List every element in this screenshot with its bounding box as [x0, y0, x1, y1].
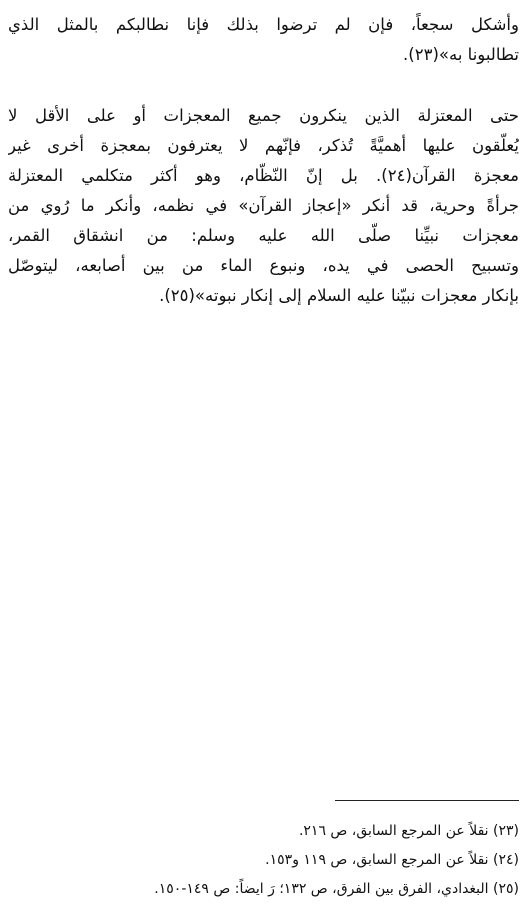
footnote-24: (٢٤) نقلاً عن المرجع السابق، ص ١١٩ و١٥٣.	[265, 852, 519, 868]
paragraph-1	[8, 10, 519, 70]
paragraph-2	[8, 101, 519, 311]
footnote-separator	[335, 800, 519, 801]
footnote-23: (٢٣) نقلاً عن المرجع السابق، ص ٢١٦.	[298, 823, 519, 839]
text-line: معجزة القرآن(٢٤). بل إنّ النّظّام، وهو أكثر متكلمي المعتزلة	[8, 166, 519, 185]
text-line: تطالبونا به»(٢٣).	[403, 45, 519, 64]
text-line: وتسبيح الحصى في يده، ونبوع الماء من بين أصابعه، ليتوصّل	[8, 256, 519, 275]
text-line: وأشكل سجعاً، فإن لم ترضوا بذلك فإنا نطالبكم بالمثل الذي	[8, 15, 519, 34]
text-line: حتى المعتزلة الذين ينكرون جميع المعجزات أو على الأقل لا	[8, 106, 519, 125]
text-line: معجزات نبيِّنا صلّى الله عليه وسلم: من انشقاق القمر،	[8, 226, 519, 245]
text-line: جرأةً وحرية، قد أنكر «إعجاز القرآن» في نظمه، وأنكر ما رُوي من	[8, 196, 519, 215]
text-line: بإنكار معجزات نبيّنا عليه السلام إلى إنكار نبوته»(٢٥).	[159, 286, 519, 305]
footnotes	[8, 817, 519, 904]
text-line: يُعلّقون عليها أهميَّةً تُذكر، فإنّهم لا يعترفون بمعجزة أخرى غير	[8, 136, 519, 155]
footnote-25: (٢٥) البغدادي، الفرق بين الفرق، ص ١٣٢؛ رَ ايضاً: ص ١٤٩-١٥٠.	[154, 881, 519, 897]
